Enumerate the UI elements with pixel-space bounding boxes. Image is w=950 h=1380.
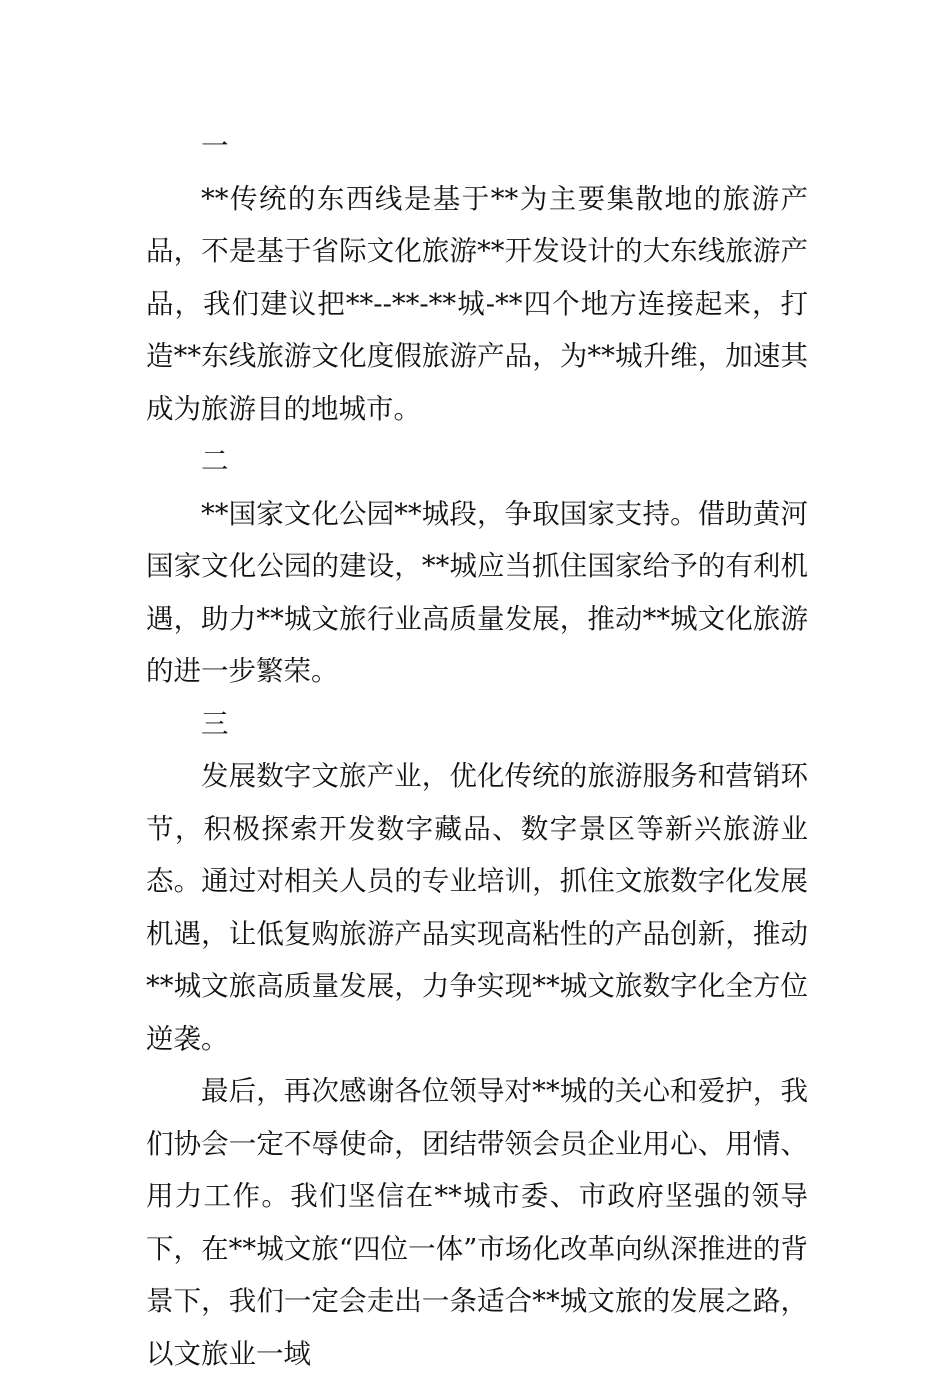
document-body [146, 120, 808, 1380]
section-heading-3: 三 [201, 707, 229, 740]
section-paragraph-3: 发展数字文旅产业，优化传统的旅游服务和营销环节，积极探索开发数字藏品、数字景区等新兴旅游业态。通过对相关人员的专业培训，抓住文旅数字化发展机遇，让低复购旅游产品实现高粘性的产品创新，推动**城文旅高质量发展，力争实现**城文旅数字化全方位逆袭。 [146, 760, 808, 1055]
section-heading-2: 二 [201, 445, 229, 477]
section-paragraph-1: **传统的东西线是基于**为主要集散地的旅游产品，不是基于省际文化旅游**开发设计的大东线旅游产品，我们建议把**--**-**城-**四个地方连接起来，打造**东线旅游文化度假旅游产品，为**城升维，加速其成为旅游目的地城市。 [146, 182, 808, 425]
closing-paragraph: 最后，再次感谢各位领导对**城的关心和爱护，我们协会一定不辱使命，团结带领会员企业用心、用情、用力工作。我们坚信在**城市委、市政府坚强的领导下，在**城文旅“四位一体”市场化改革向纵深推进的背景下，我们一定会走出一条适合**城文旅的发展之路，以文旅业一域 [146, 1075, 808, 1370]
section-heading-1: 一 [201, 130, 229, 162]
section-paragraph-2: **国家文化公园**城段，争取国家支持。借助黄河国家文化公园的建设，**城应当抓住国家给予的有利机遇，助力**城文旅行业高质量发展，推动**城文化旅游的进一步繁荣。 [146, 497, 808, 687]
